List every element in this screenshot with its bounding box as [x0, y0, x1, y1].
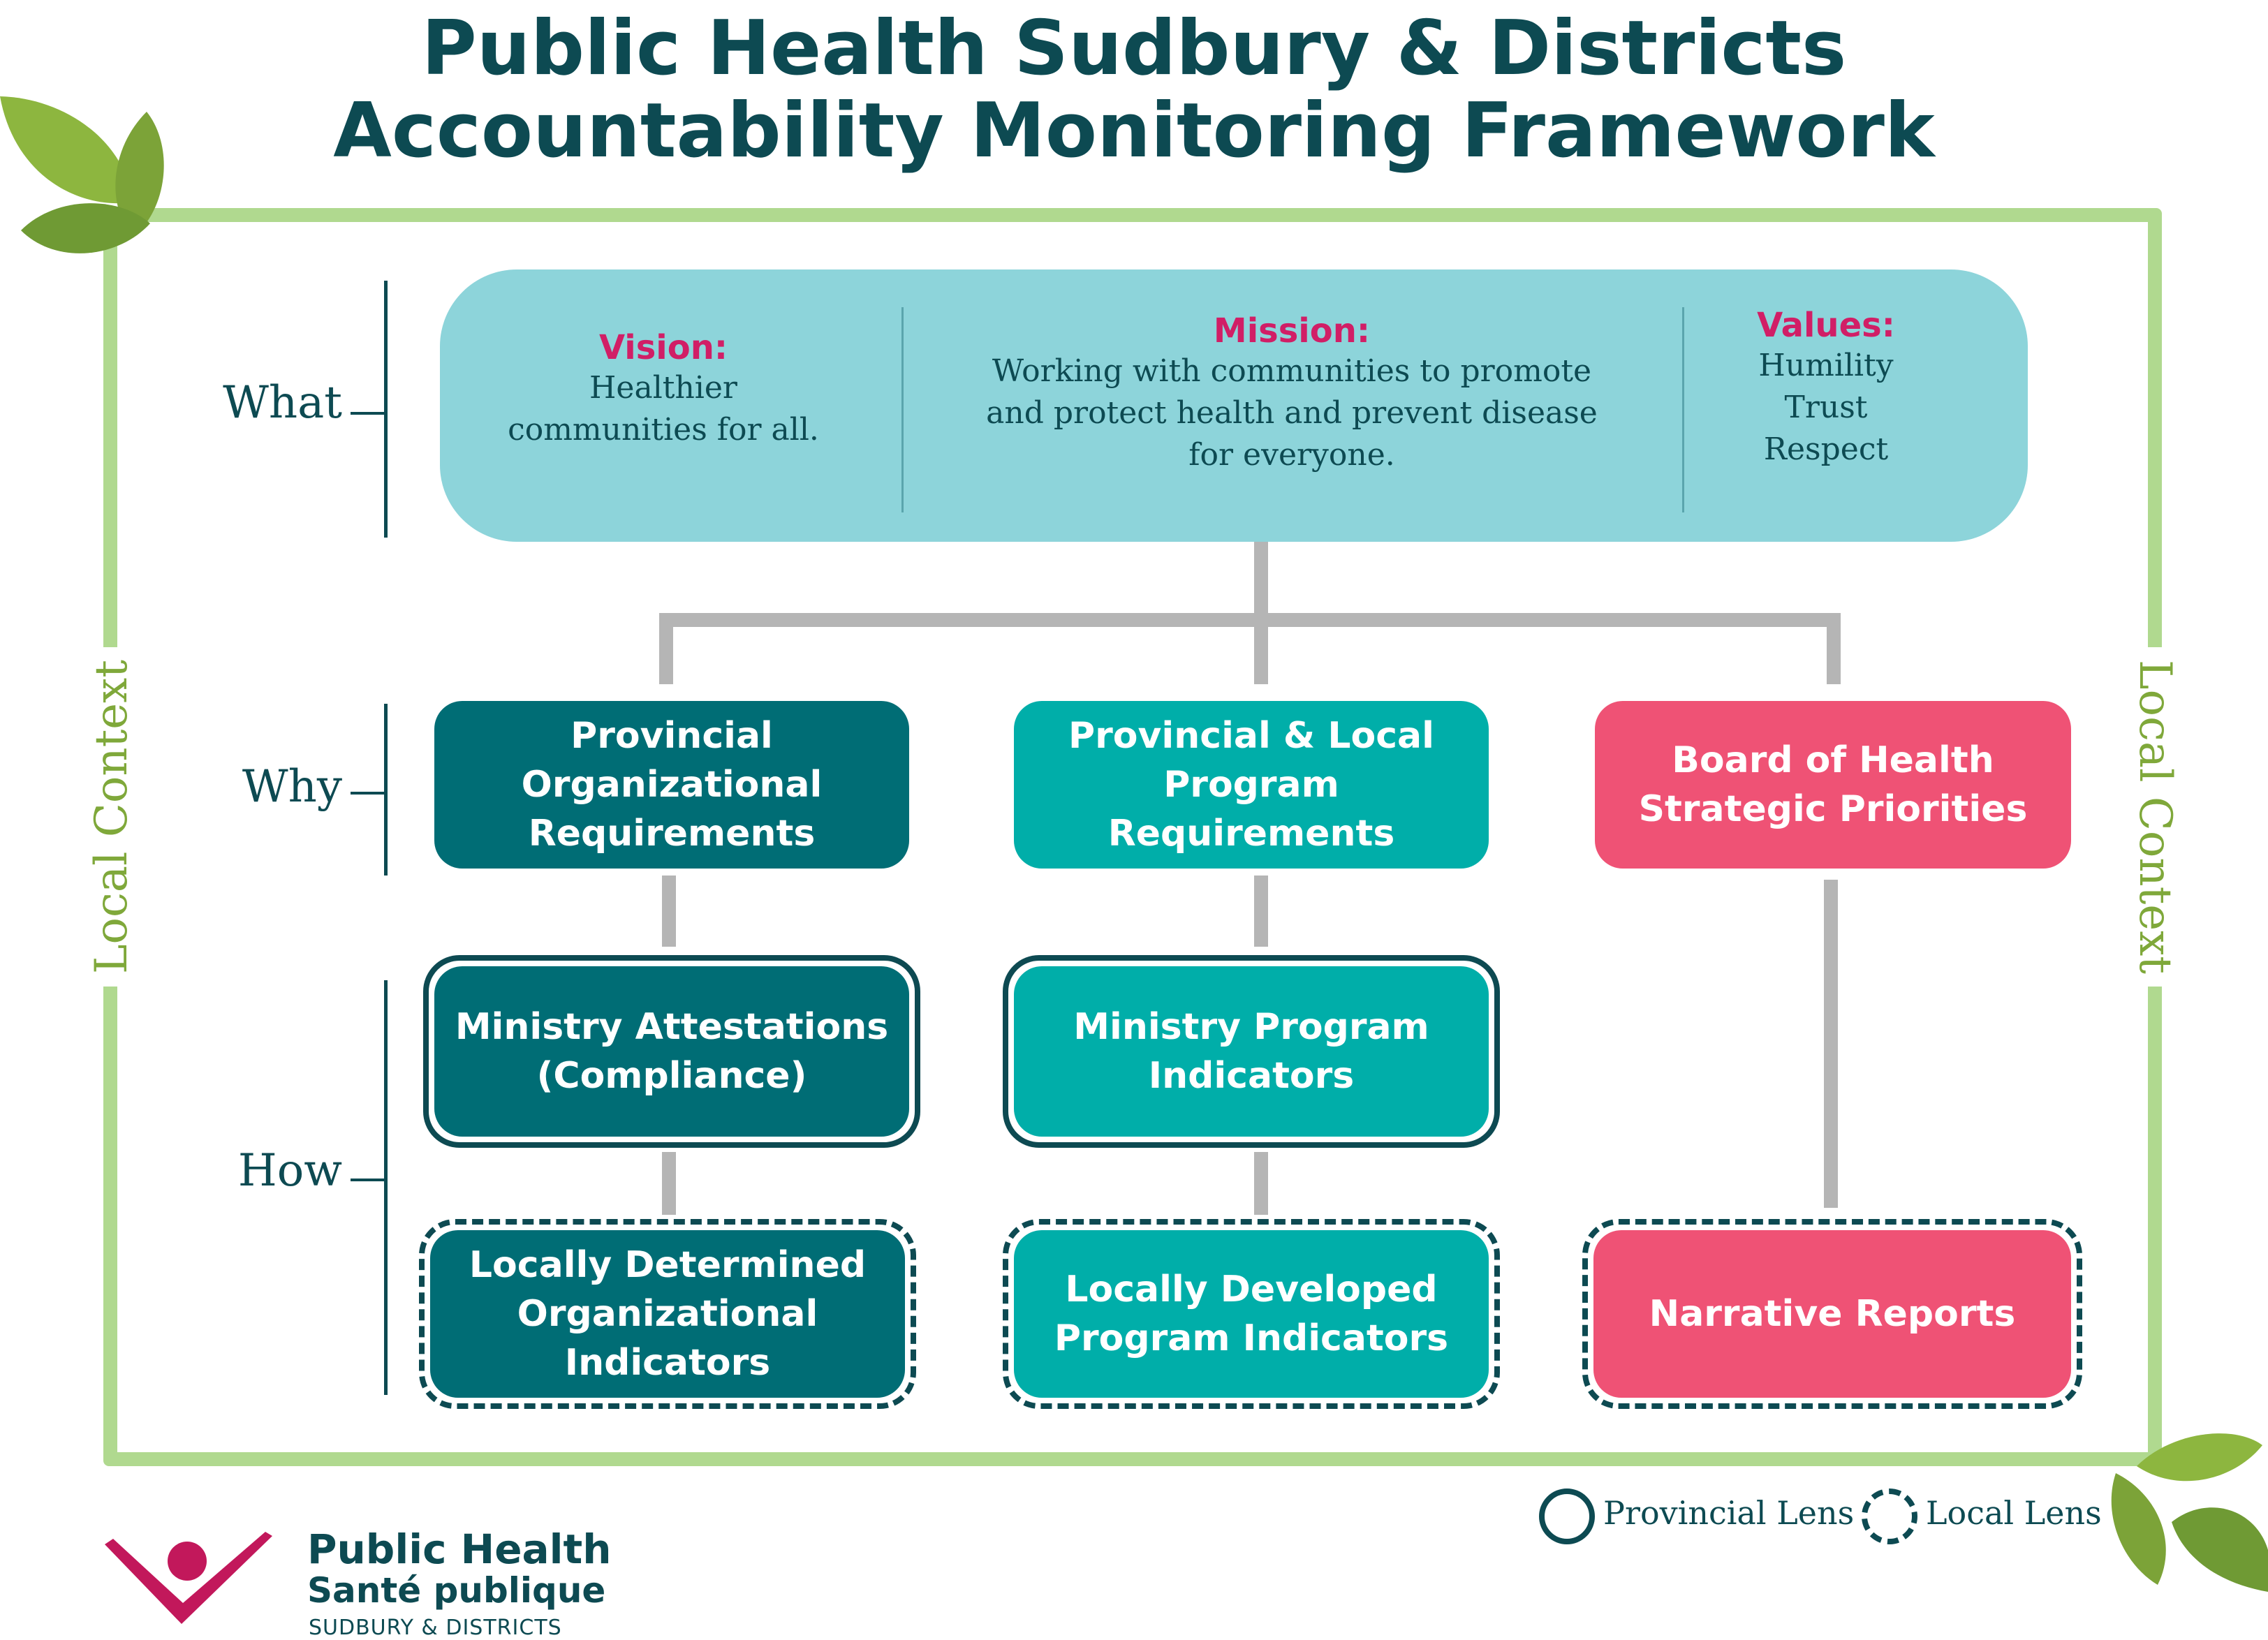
bracket-how [384, 980, 388, 1395]
why-col3-line-2: Strategic Priorities [1638, 788, 2028, 830]
provincial-lens-legend-icon [1539, 1488, 1595, 1544]
mission-line-2: and protect health and prevent disease [986, 395, 1598, 431]
connector-why-how-1 [662, 876, 676, 947]
vision-block [447, 328, 880, 451]
how-box-ministry-attestations [434, 966, 909, 1137]
separator-2 [1682, 307, 1684, 512]
mission-line-3: for everyone. [1188, 437, 1395, 473]
local-lens-legend-icon [1862, 1488, 1917, 1544]
logo-line-1: Public Health [307, 1526, 612, 1573]
title-line-1: Public Health Sudbury & Districts [421, 5, 1847, 92]
separator-1 [901, 307, 904, 512]
how-prov-col2-line-2: Indicators [1148, 1055, 1355, 1097]
logo-line-3: SUDBURY & DISTRICTS [309, 1616, 562, 1640]
leaf-cluster-top-left-icon [0, 91, 175, 272]
how-local-col3-line-1: Narrative Reports [1649, 1293, 2016, 1335]
mission-block [908, 311, 1676, 476]
title-line-2: Accountability Monitoring Framework [333, 87, 1935, 175]
connector-drop-3 [1827, 613, 1841, 684]
values-block [1690, 306, 1962, 471]
vision-heading: Vision: [598, 328, 728, 367]
how-prov-col2-line-1: Ministry Program [1073, 1006, 1429, 1048]
values-line-3: Respect [1763, 431, 1889, 467]
connector-why-how-3 [1824, 880, 1838, 1208]
leaf-cluster-bottom-right-icon [2095, 1417, 2268, 1592]
row-label-why: Why [242, 761, 342, 813]
how-box-locally-determined [430, 1230, 905, 1398]
logo-line-2: Santé publique [307, 1570, 606, 1611]
how-local-col1-line-3: Indicators [564, 1342, 771, 1384]
values-line-2: Trust [1784, 390, 1868, 425]
connector-horizontal [659, 613, 1841, 627]
why-col1-line-2: Organizational [521, 764, 823, 806]
why-box-board-of-health [1595, 701, 2071, 869]
connector-how-1 [662, 1152, 676, 1215]
how-prov-col1-line-1: Ministry Attestations [455, 1006, 889, 1048]
vision-line-2: communities for all. [508, 412, 819, 448]
public-health-logo-icon [98, 1526, 279, 1631]
local-context-label-left: Local Context [86, 647, 138, 987]
local-context-label-right: Local Context [2129, 647, 2181, 987]
row-label-what: What [223, 377, 342, 429]
why-col2-line-2: Program [1163, 764, 1339, 806]
how-box-narrative-reports [1593, 1230, 2071, 1398]
tick-what [351, 412, 385, 415]
why-col2-line-3: Requirements [1107, 813, 1395, 855]
mission-line-1: Working with communities to promote [992, 353, 1592, 389]
how-local-col1-line-2: Organizational [517, 1293, 818, 1335]
how-prov-col1-line-2: (Compliance) [536, 1055, 807, 1097]
legend-provincial-lens: Provincial Lens [1603, 1494, 1855, 1532]
connector-why-how-2 [1254, 876, 1268, 947]
why-col3-line-1: Board of Health [1672, 739, 1994, 781]
how-local-col1-line-1: Locally Determined [469, 1244, 867, 1286]
how-box-ministry-program-indicators [1014, 966, 1489, 1137]
legend-local-lens: Local Lens [1926, 1494, 2102, 1532]
connector-drop-1 [659, 613, 673, 684]
tick-how [351, 1179, 385, 1181]
how-box-locally-developed [1014, 1230, 1489, 1398]
why-box-provincial-organizational [434, 701, 909, 869]
mission-heading: Mission: [1213, 311, 1371, 350]
row-label-how: How [237, 1145, 342, 1197]
why-box-provincial-local-program [1014, 701, 1489, 869]
values-heading: Values: [1757, 306, 1895, 345]
values-line-1: Humility [1758, 348, 1894, 383]
how-local-col2-line-1: Locally Developed [1065, 1269, 1438, 1310]
tick-why [351, 792, 385, 795]
why-col1-line-1: Provincial [570, 715, 773, 757]
why-col2-line-1: Provincial & Local [1068, 715, 1434, 757]
connector-how-2 [1254, 1152, 1268, 1215]
bracket-what [384, 281, 388, 538]
vision-line-1: Healthier [589, 370, 737, 406]
why-col1-line-3: Requirements [528, 813, 816, 855]
how-local-col2-line-2: Program Indicators [1054, 1317, 1449, 1359]
bracket-why [384, 704, 388, 876]
